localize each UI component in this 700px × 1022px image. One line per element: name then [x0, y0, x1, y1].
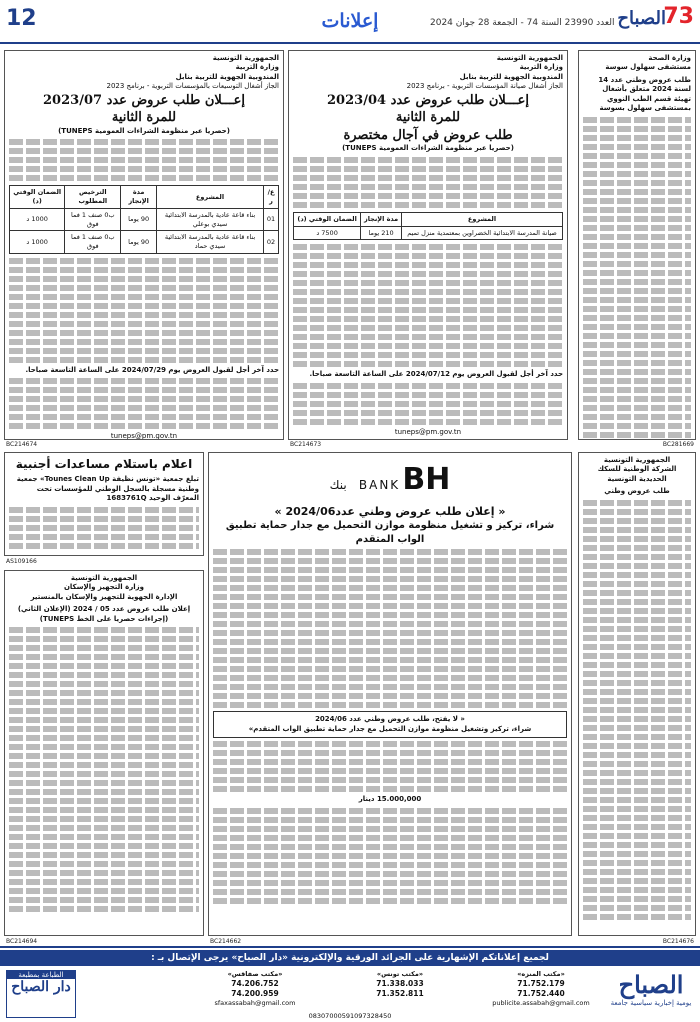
ad-monastir [4, 570, 204, 936]
ad-body-text [213, 741, 567, 792]
projects-table: ع/ر المشروع مدة الإنجاز الترخيص المطلوب الضمان الوقتي (د) 01 بناء قاعة عادية بالمدرسة الابتدائية سيدي بوعلي 90 يوما ب0 صنف 1 فما فوق 1000 د 02 بناء قاعة عادية بالمدرسة الابتدائية سيدي حماد 90 يوما ب0 صنف 1 فما فوق 1000 د [9, 185, 279, 254]
bh-mark: BH [402, 462, 451, 497]
phone: 74.200.959 [231, 988, 279, 998]
ad-sahloul [578, 50, 696, 440]
republic: الجمهورية التونسية [603, 456, 671, 464]
projects-table [293, 212, 563, 241]
ad-body-text [583, 117, 691, 438]
ad-bh-bank [208, 452, 572, 936]
footer-logo [608, 970, 694, 1018]
email: sfaxassabah@gmail.com [214, 999, 296, 1008]
page-number: 12 [6, 6, 37, 31]
directorate: المندوبية الجهوية للتربية بنابل [175, 72, 279, 81]
col-duration: مدة الإنجاز [361, 212, 402, 226]
program: الجاز أشغال التوسيعات بالمؤسسات التربوية - برنامج 2023 [106, 82, 279, 91]
tender-title: إعلان طلب عروض عدد 05 / 2024 (الإعلان الثاني) [17, 605, 191, 614]
ad-code: BC214674 [6, 441, 38, 448]
ad-nabeul-07 [4, 50, 284, 440]
tender-round: للمرة الثانية [395, 110, 461, 126]
bh-word: BANK [358, 478, 401, 492]
deadline: حدد آخر أجل لقبول العروض يوم 2024/07/29 على الساعة التاسعة صباحا. [25, 365, 279, 374]
phone: 71.352.811 [376, 988, 424, 998]
bh-arabic: بنك [329, 478, 347, 492]
notice-body: تبلغ جمعية «تونس نظيفة Tounes Clean Up» جمعية وطنية مسجلة بالسجل الوطني للمؤسسات تحت المعرّف الوحيد 1683761Q [16, 475, 199, 503]
tender-title: إعـــلان طلب عروض عدد 2023/04 [327, 92, 529, 108]
company-name: الشركة الوطنية للسكك الحديدية التونسية [597, 465, 677, 483]
phone: 71.338.033 [376, 978, 424, 988]
tuneps-note: (إجراءات حصريا على الخط TUNEPS) [39, 614, 169, 623]
tender-round: للمرة الثانية [111, 110, 177, 126]
table-row: 02 بناء قاعة عادية بالمدرسة الابتدائية سيدي حماد 90 يوما ب0 صنف 1 فما فوق 1000 د [10, 231, 279, 254]
ad-body-text [9, 258, 279, 363]
ministry: وزارة التجهيز والإسكان [63, 583, 145, 592]
envelope-subject: شراء، تركيز وتشغيل منظومة موازن التحميل مع جدار حماية تطبيق الواب المتقدم» [248, 724, 532, 733]
ad-code: BC281669 [662, 441, 694, 448]
ad-sncft [578, 452, 696, 936]
col-guarantee: الضمان الوقتي (د) [294, 212, 361, 226]
ad-code: AS109166 [6, 558, 37, 565]
bh-subject: شراء، تركيز و تشغيل منظومة موازن التحميل مع جدار حماية تطبيق الواب المتقدم [225, 520, 555, 545]
ad-body-text [213, 549, 567, 708]
phone: 74.206.752 [231, 978, 279, 988]
ad-code: BC214673 [290, 441, 322, 448]
directorate: المندوبية الجهوية للتربية بنابل [459, 72, 563, 81]
tender-title: طلب عروض وطني [604, 487, 670, 496]
office-tunis: «مكتب تونس» 71.338.033 71.352.811 [340, 970, 460, 1014]
ad-body-text [9, 378, 279, 429]
ad-body-text [213, 808, 567, 904]
deadline: حدد آخر أجل لقبول العروض يوم 2024/07/12 على الساعة التاسعة صباحا. [309, 370, 563, 379]
page-header [0, 0, 700, 44]
ad-foreign-aid [4, 452, 204, 556]
page-footer [0, 946, 700, 1022]
section-title: إعلانات [321, 10, 379, 32]
ad-code: BC214694 [6, 938, 38, 945]
phone: 71.752.440 [517, 988, 565, 998]
ad-code: BC214676 [662, 938, 694, 945]
table-row: صيانة المدرسة الابتدائية الخضراوين بمعتمدية منزل تميم 210 يوما 7500 د [294, 226, 563, 240]
ad-nabeul-04 [288, 50, 568, 440]
footer-logo-name: الصباح [618, 970, 684, 999]
ad-org: وزارة الصحة [648, 54, 691, 62]
contact-email: tuneps@pm.gov.tn [394, 427, 462, 436]
contact-email: tuneps@pm.gov.tn [110, 432, 178, 440]
bh-amount: 15.000,000 دينار [358, 795, 422, 804]
ad-entity: مستشفى سهلول سوسة [605, 63, 691, 72]
ccp-number: 08307000591097328450 [308, 1012, 392, 1020]
ad-body-text [293, 157, 563, 208]
directorate: الإدارة الجهوية للتجهيز والإسكان بالمنستير [30, 592, 178, 601]
office-sfax: «مكتب صفاقس» 74.206.752 74.200.959 sfaxassabah@gmail.com [190, 970, 320, 1014]
logo-number: 73 [663, 4, 694, 29]
republic: الجمهورية التونسية [70, 574, 138, 582]
ministry: وزارة التربية [235, 63, 279, 72]
tuneps-note: (حصريا عبر منظومة الشراءات العمومية TUNEPS) [342, 144, 514, 153]
ad-body-text [9, 507, 199, 549]
bh-headline: « إعلان طلب عروض وطني عدد2024/06 » [274, 504, 506, 518]
ad-body-text [293, 244, 563, 367]
tender-type: طلب عروض في آجال مختصرة [343, 127, 513, 143]
footer-logo-sub: يومية إخبارية سياسية جامعة [610, 999, 692, 1007]
logo-name: الصباح [617, 8, 666, 29]
ministry: وزارة التربية [519, 63, 563, 72]
col-project: المشروع [402, 212, 563, 226]
footer-banner: لجميع إعلاناتكم الإشهارية على الجرائد الورقية والإلكترونية «دار الصباح» يرجى الإتصال بـ : [0, 950, 700, 966]
office-menzah: «مكتب المنزه» 71.752.179 71.752.440 publicite.assabah@gmail.com [486, 970, 596, 1014]
table-row: 01 بناء قاعة عادية بالمدرسة الابتدائية سيدي بوعلي 90 يوما ب0 صنف 1 فما فوق 1000 د [10, 208, 279, 231]
notice-title: اعلام باستلام مساعدات أجنبية [15, 457, 193, 471]
ad-body-text [293, 383, 563, 425]
ad-code: BC214662 [210, 938, 242, 945]
ad-title: طلب عروض وطني عدد 14 لسنة 2024 متعلق بأشغال تهيئة قسم الطب النووي بمستشفى سهلول بسوسة [598, 75, 691, 113]
republic: الجمهورية التونسية [496, 54, 563, 62]
ad-body-text [9, 627, 199, 912]
envelope-title: « لا يفتح، طلب عروض وطني عدد 2024/06 [315, 715, 465, 724]
republic: الجمهورية التونسية [212, 54, 279, 62]
tuneps-note: (حصريا عبر منظومة الشراءات العمومية TUNEPS) [58, 126, 230, 135]
envelope-box [213, 711, 567, 738]
ad-body-text [583, 500, 691, 920]
bh-logo [213, 460, 567, 501]
newspaper-logo [604, 4, 694, 38]
print-logo: الطباعة بمطبعة دار الصباح [6, 970, 76, 1018]
email: publicite.assabah@gmail.com [492, 999, 590, 1008]
tender-title: إعـــلان طلب عروض عدد 2023/07 [43, 92, 245, 108]
ad-body-text [9, 139, 279, 181]
issue-line: العدد 23990 السنة 74 - الجمعة 28 جوان 2024 [430, 18, 615, 28]
program: الجاز أشغال صيانة المؤسسات التربوية - برنامج 2023 [406, 82, 563, 91]
phone: 71.752.179 [517, 978, 565, 988]
